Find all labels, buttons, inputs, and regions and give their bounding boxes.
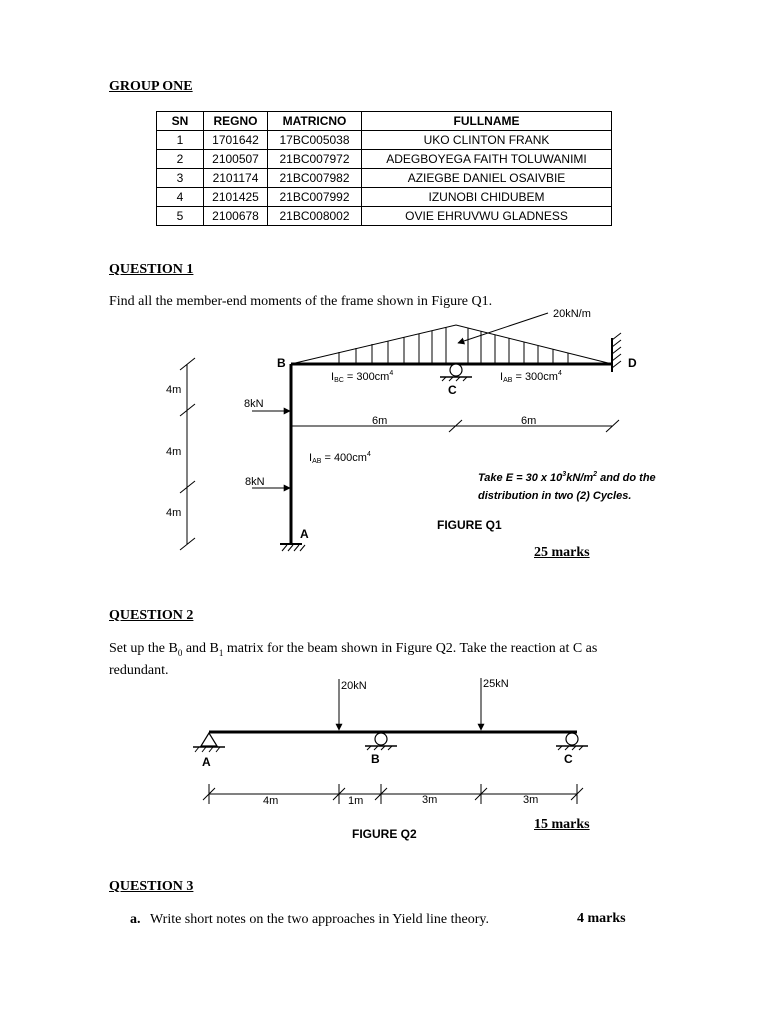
figure-q2-beam-diagram bbox=[0, 670, 768, 850]
question-3-item-text: Write short notes on the two approaches in Yield line theory. bbox=[150, 912, 489, 927]
span-label-1: 6m bbox=[372, 415, 388, 427]
table-row bbox=[157, 188, 612, 207]
cell-sn: 2 bbox=[157, 150, 204, 169]
question-2-text: Set up the $B_0$ and $B_1$ matrix for the beam shown in Figure Q2. Take the reaction at C as redundant. bbox=[109, 641, 598, 678]
figure-note-line-2: distribution in two (2) Cycles. bbox=[478, 490, 632, 502]
question-3-marks: 4 marks bbox=[577, 911, 626, 926]
dim-label-2: 1m bbox=[348, 795, 364, 807]
cell-matricno: 21BC007982 bbox=[268, 169, 362, 188]
cell-matricno: 17BC005038 bbox=[268, 131, 362, 150]
cell-regno: 2100678 bbox=[204, 207, 268, 226]
beam-dimension bbox=[203, 784, 583, 807]
node-a-label: A bbox=[300, 527, 309, 541]
question-3-item-a bbox=[130, 911, 489, 929]
dim-label-1: 4m bbox=[263, 795, 279, 807]
question-2-marks: 15 marks bbox=[534, 817, 590, 832]
table-header-row bbox=[157, 112, 612, 131]
question-2-heading: QUESTION 2 bbox=[109, 608, 194, 623]
span-dimension bbox=[291, 415, 619, 432]
point-load-label-20kn: 20kN bbox=[341, 680, 367, 692]
question-3-item-label: a. bbox=[130, 912, 141, 927]
cell-matricno: 21BC007972 bbox=[268, 150, 362, 169]
figure-note-line-1: Take E = 30 x $10^3kN/m^2$ and do the bbox=[478, 471, 656, 484]
cell-sn: 5 bbox=[157, 207, 204, 226]
triangular-load bbox=[291, 325, 612, 364]
question-1-heading: QUESTION 1 bbox=[109, 262, 194, 277]
cell-sn: 1 bbox=[157, 131, 204, 150]
table-row bbox=[157, 150, 612, 169]
node-a-label: A bbox=[202, 755, 211, 769]
figure-q1-frame-diagram bbox=[0, 300, 768, 565]
cell-fullname: OVIE EHRUVWU GLADNESS bbox=[362, 207, 612, 226]
group-title: GROUP ONE bbox=[109, 79, 193, 94]
header-sn: SN bbox=[157, 112, 204, 131]
figure-q1-caption: FIGURE Q1 bbox=[437, 518, 502, 532]
cell-regno: 2101425 bbox=[204, 188, 268, 207]
roller-support-c bbox=[440, 364, 472, 381]
cell-fullname: AZIEGBE DANIEL OSAIVBIE bbox=[362, 169, 612, 188]
cell-matricno: 21BC007992 bbox=[268, 188, 362, 207]
cell-regno: 1701642 bbox=[204, 131, 268, 150]
cell-fullname: IZUNOBI CHIDUBEM bbox=[362, 188, 612, 207]
node-c-label: C bbox=[564, 752, 573, 766]
cell-fullname: UKO CLINTON FRANK bbox=[362, 131, 612, 150]
height-dimension bbox=[166, 358, 195, 550]
roller-support-b bbox=[365, 733, 397, 750]
cell-regno: 2100507 bbox=[204, 150, 268, 169]
table-row bbox=[157, 207, 612, 226]
i-ab-column-label: IAB = $400cm^4$ bbox=[309, 451, 371, 465]
i-bc-label: IBC = $300cm^4$ bbox=[331, 370, 394, 384]
height-label-3: 4m bbox=[166, 507, 182, 519]
point-load-label-1: 8kN bbox=[244, 398, 264, 410]
cell-sn: 4 bbox=[157, 188, 204, 207]
point-load-label-25kn: 25kN bbox=[483, 678, 509, 690]
cell-regno: 2101174 bbox=[204, 169, 268, 188]
height-label-1: 4m bbox=[166, 384, 182, 396]
node-d-label: D bbox=[628, 356, 637, 370]
fixed-support-a bbox=[280, 544, 305, 551]
node-b-label: B bbox=[277, 356, 286, 370]
table-row bbox=[157, 169, 612, 188]
node-c-label: C bbox=[448, 383, 457, 397]
question-1-marks: 25 marks bbox=[534, 545, 590, 560]
header-fullname: FULLNAME bbox=[362, 112, 612, 131]
dim-label-3: 3m bbox=[422, 794, 438, 806]
point-load-label-2: 8kN bbox=[245, 476, 265, 488]
span-label-2: 6m bbox=[521, 415, 537, 427]
question-1-text: Find all the member-end moments of the frame shown in Figure Q1. bbox=[109, 294, 493, 309]
table-row bbox=[157, 131, 612, 150]
cell-matricno: 21BC008002 bbox=[268, 207, 362, 226]
pin-support-a bbox=[193, 733, 225, 752]
udl-load-label: 20kN/m bbox=[553, 308, 591, 320]
udl-leader-arrow bbox=[458, 313, 548, 343]
members-table bbox=[156, 111, 612, 226]
question-3-heading: QUESTION 3 bbox=[109, 879, 194, 894]
header-matricno: MATRICNO bbox=[268, 112, 362, 131]
cell-fullname: ADEGBOYEGA FAITH TOLUWANIMI bbox=[362, 150, 612, 169]
height-label-2: 4m bbox=[166, 446, 182, 458]
cell-sn: 3 bbox=[157, 169, 204, 188]
fixed-support-d bbox=[612, 333, 621, 372]
figure-q2-caption: FIGURE Q2 bbox=[352, 827, 417, 841]
roller-support-c bbox=[556, 733, 588, 750]
node-b-label: B bbox=[371, 752, 380, 766]
header-regno: REGNO bbox=[204, 112, 268, 131]
i-ab-beam-label: IAB = $300cm^4$ bbox=[500, 370, 562, 384]
dim-label-4: 3m bbox=[523, 794, 539, 806]
